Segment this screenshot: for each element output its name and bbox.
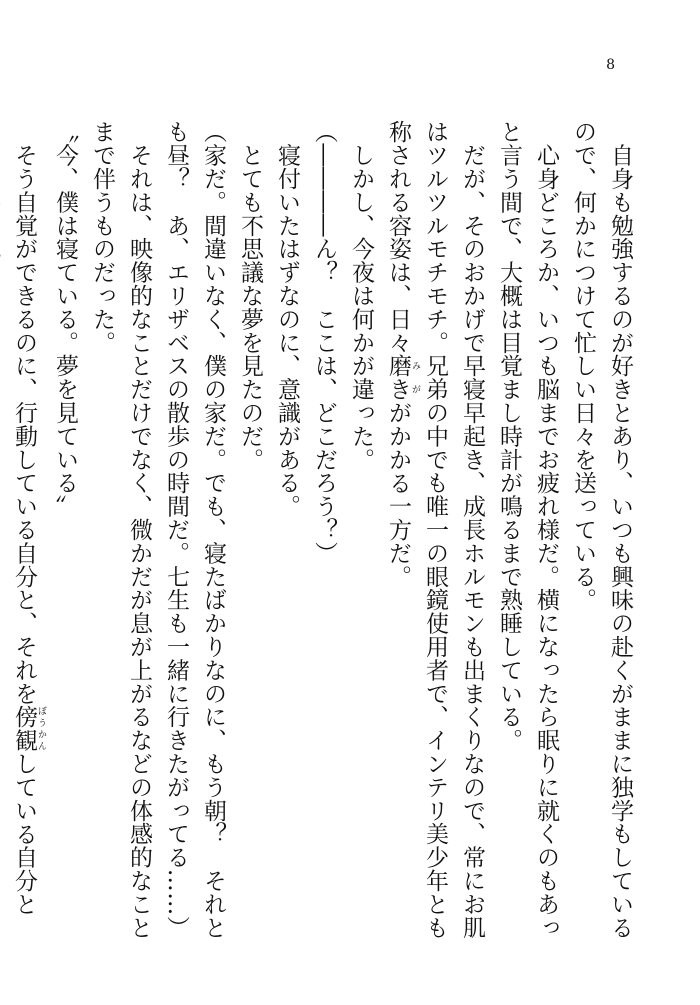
paragraph-5: （――――ん？ ここは、どこだろう？） (311, 120, 337, 565)
page-number: 8 (606, 57, 615, 73)
ruby-boukan-reading: ぼうかん (36, 705, 46, 752)
ruby-boukan-base: 傍観 (11, 705, 37, 752)
ruby-migaki-base: 磨き (385, 354, 411, 401)
paragraph-11-tail: している自分と (11, 751, 37, 916)
paragraph-3 (379, 120, 490, 960)
ruby-migaki-reading: みが (410, 354, 420, 401)
paragraph-2: 心身どころか、いつも脳までお疲れ様だ。横になったら眠りに就くのもあっと言う間で、大概は目覚まし時計が鳴るまで熟睡している。 (496, 120, 559, 939)
paragraph-1: 自身も勉強するのが好きとあり、いつも興味の赴くがままに独学もしているので、何かにつけて忙しい日々を送っている。 (570, 120, 633, 939)
ruby-boukan (11, 705, 46, 752)
paragraph-9: それは、映像的なことだけでなく、微かだが息が上がるなどの体感的なことまで伴うものだった。 (89, 120, 152, 939)
paragraph-3-tail: がかかる一方だ。 (385, 400, 411, 589)
paragraph-6: 寝付いたはずなのに、意識がある。 (274, 120, 300, 518)
paragraph-4: しかし、今夜は何かが違った。 (348, 120, 374, 471)
paragraph-11-text: そう自覚ができるのに、行動している自分と、それを (11, 120, 37, 705)
paragraph-3-text: だが、そのおかげで早寝早起き、成長ホルモンも出まくりなので、常にお肌はツルツルモチモチ。兄弟の中でも唯一の眼鏡使用者で、インテリ美少年とも称される容姿は、日々 (385, 120, 485, 939)
paragraph-7: とても不思議な夢を見たのだ。 (237, 120, 263, 471)
vertical-text-block (11, 120, 638, 960)
paragraph-11 (0, 120, 46, 960)
paragraph-8: （家だ。間違いなく、僕の家だ。でも、寝たばかりなのに、もう朝？ それとも昼？ あ、エリザベスの散歩の時間だ。七生も一緒に行きたがってる……） (163, 120, 226, 939)
ruby-migaki (385, 354, 420, 401)
paragraph-10: 〝今、僕は寝ている。夢を見ている〟 (52, 120, 78, 518)
